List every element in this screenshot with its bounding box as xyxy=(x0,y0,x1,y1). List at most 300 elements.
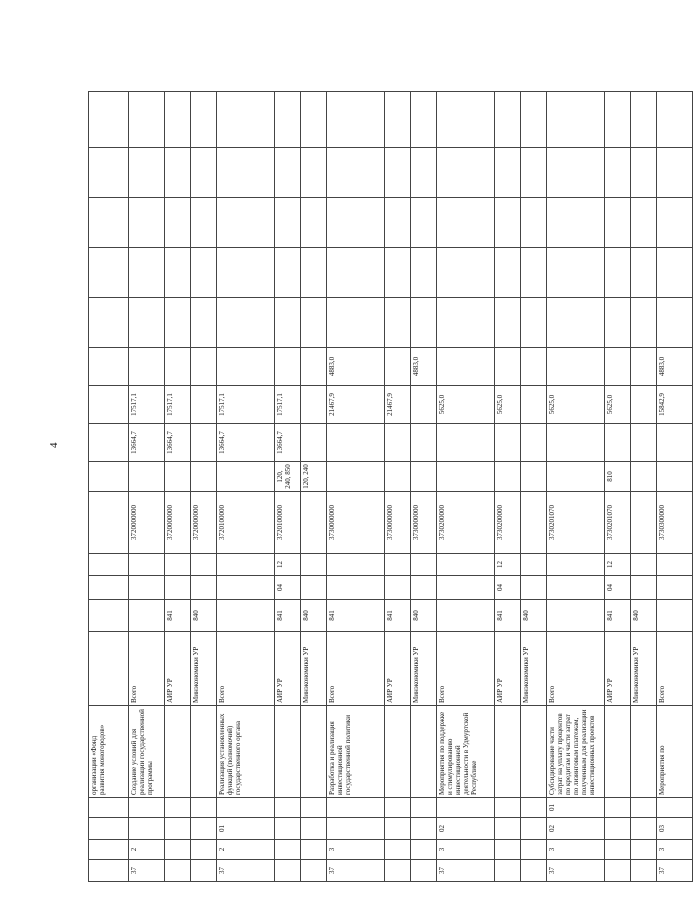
vr-cell xyxy=(631,462,657,492)
empty-cell xyxy=(437,198,495,248)
empty-cell xyxy=(631,92,657,148)
csr-cell: 3730200000 xyxy=(437,492,495,554)
vr-cell xyxy=(217,462,275,492)
csr-cell: 3720100000 xyxy=(275,492,301,554)
table-row xyxy=(495,92,521,882)
empty-cell xyxy=(437,92,495,148)
value-3-cell xyxy=(217,348,275,386)
event-name-cell xyxy=(301,706,327,798)
om-code-cell xyxy=(129,818,165,840)
m-code-cell xyxy=(275,798,301,818)
rz-cell xyxy=(385,576,411,600)
empty-cell xyxy=(129,148,165,198)
event-name-cell xyxy=(631,706,657,798)
empty-cell xyxy=(301,198,327,248)
om-code-cell: 02 xyxy=(437,818,495,840)
rz-cell xyxy=(165,576,191,600)
empty-cell xyxy=(657,198,693,248)
vr-cell xyxy=(521,462,547,492)
vr-cell xyxy=(547,462,605,492)
responsible-cell: АИР УР xyxy=(495,632,521,706)
responsible-cell: Всего xyxy=(437,632,495,706)
value-3-cell xyxy=(631,348,657,386)
pr-cell: 12 xyxy=(495,554,521,576)
csr-cell xyxy=(631,492,657,554)
event-name-cell: Создание условий для реализации государственной программы xyxy=(129,706,165,798)
value-2-cell xyxy=(301,386,327,424)
gp-code-cell xyxy=(605,860,631,882)
empty-cell xyxy=(191,248,217,298)
empty-cell xyxy=(165,198,191,248)
value-1-cell xyxy=(385,424,411,462)
value-2-cell: 5625,0 xyxy=(437,386,495,424)
om-code-cell xyxy=(191,818,217,840)
pr-cell xyxy=(547,554,605,576)
vr-cell xyxy=(327,462,385,492)
value-2-cell: 21467,9 xyxy=(327,386,385,424)
m-code-cell xyxy=(191,798,217,818)
rz-cell xyxy=(217,576,275,600)
empty-cell xyxy=(275,248,301,298)
empty-cell xyxy=(129,248,165,298)
empty-cell xyxy=(547,298,605,348)
rz-cell xyxy=(547,576,605,600)
empty-cell xyxy=(411,148,437,198)
om-code-cell: 01 xyxy=(217,818,275,840)
event-name-cell xyxy=(191,706,217,798)
pp-code-cell xyxy=(301,840,327,860)
m-code-cell xyxy=(521,798,547,818)
vr-cell: 120, 240 xyxy=(301,462,327,492)
pp-code-cell: 3 xyxy=(327,840,385,860)
empty-cell xyxy=(495,198,521,248)
empty-cell xyxy=(657,148,693,198)
empty-cell xyxy=(385,92,411,148)
value-2-cell: 17517,1 xyxy=(275,386,301,424)
om-code-cell xyxy=(631,818,657,840)
table-row xyxy=(437,92,495,882)
event-name-cell xyxy=(495,706,521,798)
om-code-cell xyxy=(521,818,547,840)
grbs-cell: 840 xyxy=(191,600,217,632)
vr-cell xyxy=(385,462,411,492)
table-row xyxy=(327,92,385,882)
empty-cell xyxy=(657,92,693,148)
empty-cell xyxy=(631,248,657,298)
value-1-cell xyxy=(605,424,631,462)
empty-cell xyxy=(301,148,327,198)
pp-code-cell xyxy=(385,840,411,860)
empty-cell xyxy=(327,248,385,298)
value-1-cell xyxy=(631,424,657,462)
grbs-cell xyxy=(129,600,165,632)
gp-code-cell: 37 xyxy=(657,860,693,882)
gp-code-cell: 37 xyxy=(129,860,165,882)
m-code-cell xyxy=(657,798,693,818)
rotated-table-wrapper xyxy=(88,92,666,882)
vr-cell xyxy=(657,462,693,492)
gp-code-cell: 37 xyxy=(327,860,385,882)
empty-cell xyxy=(631,148,657,198)
empty-cell xyxy=(605,92,631,148)
responsible-cell: Минэкономики УР xyxy=(411,632,437,706)
empty-cell xyxy=(165,248,191,298)
empty-cell xyxy=(191,92,217,148)
m-code-cell xyxy=(385,798,411,818)
rz-cell xyxy=(657,576,693,600)
value-3-cell xyxy=(605,348,631,386)
value-2-cell: 17517,1 xyxy=(165,386,191,424)
empty-cell xyxy=(327,198,385,248)
empty-cell xyxy=(165,298,191,348)
empty-cell xyxy=(385,298,411,348)
value-2-cell: 21467,9 xyxy=(385,386,411,424)
csr-cell xyxy=(301,492,327,554)
csr-cell: 3730201070 xyxy=(547,492,605,554)
empty-cell xyxy=(411,198,437,248)
vr-cell xyxy=(437,462,495,492)
responsible-cell: Минэкономики УР xyxy=(521,632,547,706)
value-3-cell: 4883,0 xyxy=(411,348,437,386)
gp-code-cell xyxy=(495,860,521,882)
om-code-cell xyxy=(275,818,301,840)
value-1-cell xyxy=(495,424,521,462)
value-2-cell xyxy=(521,386,547,424)
empty-cell xyxy=(437,248,495,298)
value-2-cell xyxy=(191,386,217,424)
csr-cell: 3730000000 xyxy=(385,492,411,554)
empty-cell xyxy=(547,248,605,298)
responsible-cell: Минэкономики УР xyxy=(191,632,217,706)
rz-cell xyxy=(301,576,327,600)
value-2-cell: 5625,0 xyxy=(605,386,631,424)
gp-code-cell xyxy=(275,860,301,882)
table-row xyxy=(657,92,693,882)
empty-cell xyxy=(547,198,605,248)
empty-cell xyxy=(275,92,301,148)
empty-cell xyxy=(521,298,547,348)
page-number: 4 xyxy=(48,442,60,448)
value-3-cell xyxy=(165,348,191,386)
empty-cell xyxy=(327,298,385,348)
empty-cell xyxy=(275,298,301,348)
gp-code-cell xyxy=(191,860,217,882)
grbs-cell: 841 xyxy=(327,600,385,632)
table-row xyxy=(217,92,275,882)
grbs-cell xyxy=(437,600,495,632)
csr-cell: 3730300000 xyxy=(657,492,693,554)
csr-cell: 3720000000 xyxy=(191,492,217,554)
m-code-cell xyxy=(411,798,437,818)
pp-code-cell xyxy=(495,840,521,860)
csr-cell: 3730000000 xyxy=(411,492,437,554)
rz-cell xyxy=(631,576,657,600)
empty-cell xyxy=(657,298,693,348)
value-2-cell xyxy=(411,386,437,424)
responsible-cell: Всего xyxy=(657,632,693,706)
vr-cell: 120, 240, 850 xyxy=(275,462,301,492)
empty-cell xyxy=(327,92,385,148)
value-1-cell xyxy=(657,424,693,462)
m-code-cell: 01 xyxy=(547,798,605,818)
empty-cell xyxy=(191,298,217,348)
value-1-cell xyxy=(191,424,217,462)
empty-cell xyxy=(165,92,191,148)
table-row xyxy=(605,92,631,882)
pp-code-cell xyxy=(165,840,191,860)
pr-cell xyxy=(411,554,437,576)
responsible-cell: Всего xyxy=(547,632,605,706)
grbs-cell xyxy=(657,600,693,632)
value-1-cell xyxy=(547,424,605,462)
table-row xyxy=(385,92,411,882)
grbs-cell xyxy=(547,600,605,632)
responsible-cell: АИР УР xyxy=(165,632,191,706)
pp-code-cell: 3 xyxy=(657,840,693,860)
table-row xyxy=(275,92,301,882)
pr-cell xyxy=(165,554,191,576)
csr-cell: 3720000000 xyxy=(129,492,165,554)
m-code-cell xyxy=(437,798,495,818)
vr-cell xyxy=(191,462,217,492)
grbs-cell: 841 xyxy=(495,600,521,632)
empty-cell xyxy=(495,298,521,348)
value-3-cell xyxy=(129,348,165,386)
grbs-cell: 840 xyxy=(411,600,437,632)
responsible-cell: АИР УР xyxy=(385,632,411,706)
value-3-cell: 4883,0 xyxy=(327,348,385,386)
pr-cell: 12 xyxy=(605,554,631,576)
value-2-cell: 15842,9 xyxy=(657,386,693,424)
rz-cell: 04 xyxy=(275,576,301,600)
empty-cell xyxy=(129,298,165,348)
pr-cell xyxy=(631,554,657,576)
empty-cell xyxy=(275,148,301,198)
table-row xyxy=(191,92,217,882)
gp-code-cell: 37 xyxy=(547,860,605,882)
event-name-cell xyxy=(275,706,301,798)
value-1-cell xyxy=(301,424,327,462)
empty-cell xyxy=(301,92,327,148)
empty-cell xyxy=(217,92,275,148)
empty-cell xyxy=(495,92,521,148)
value-2-cell xyxy=(631,386,657,424)
event-name-cell xyxy=(385,706,411,798)
gp-code-cell: 37 xyxy=(437,860,495,882)
value-3-cell: 4883,0 xyxy=(657,348,693,386)
pp-code-cell: 2 xyxy=(217,840,275,860)
table-row xyxy=(631,92,657,882)
grbs-cell: 840 xyxy=(521,600,547,632)
value-3-cell xyxy=(275,348,301,386)
rz-cell xyxy=(191,576,217,600)
m-code-cell xyxy=(165,798,191,818)
pr-cell xyxy=(521,554,547,576)
pp-code-cell xyxy=(631,840,657,860)
empty-cell xyxy=(385,198,411,248)
value-3-cell xyxy=(437,348,495,386)
csr-cell xyxy=(521,492,547,554)
m-code-cell xyxy=(217,798,275,818)
pp-code-cell xyxy=(275,840,301,860)
empty-cell xyxy=(217,148,275,198)
empty-cell xyxy=(605,198,631,248)
empty-cell xyxy=(657,248,693,298)
empty-cell xyxy=(165,148,191,198)
empty-cell xyxy=(191,198,217,248)
grbs-cell: 841 xyxy=(605,600,631,632)
pp-code-cell xyxy=(191,840,217,860)
value-2-cell: 5625,0 xyxy=(547,386,605,424)
empty-cell xyxy=(411,248,437,298)
value-2-cell: 17517,1 xyxy=(217,386,275,424)
gp-code-cell xyxy=(165,860,191,882)
om-code-cell xyxy=(301,818,327,840)
pr-cell: 12 xyxy=(275,554,301,576)
pp-code-cell xyxy=(411,840,437,860)
empty-cell xyxy=(631,198,657,248)
grbs-cell xyxy=(217,600,275,632)
empty-cell xyxy=(129,198,165,248)
empty-cell xyxy=(521,148,547,198)
empty-cell xyxy=(129,92,165,148)
pr-cell xyxy=(385,554,411,576)
gp-code-cell xyxy=(521,860,547,882)
responsible-cell: АИР УР xyxy=(605,632,631,706)
value-3-cell xyxy=(547,348,605,386)
value-3-cell xyxy=(191,348,217,386)
m-code-cell xyxy=(327,798,385,818)
om-code-cell xyxy=(385,818,411,840)
pr-cell xyxy=(327,554,385,576)
csr-cell: 3730000000 xyxy=(327,492,385,554)
grbs-cell: 841 xyxy=(165,600,191,632)
vr-cell xyxy=(495,462,521,492)
rz-cell: 04 xyxy=(605,576,631,600)
org-text: организации «Фонд развития моногородов» xyxy=(89,706,129,798)
event-name-cell xyxy=(165,706,191,798)
csr-cell: 3720100000 xyxy=(217,492,275,554)
om-code-cell xyxy=(411,818,437,840)
m-code-cell xyxy=(301,798,327,818)
table-row xyxy=(411,92,437,882)
empty-cell xyxy=(217,198,275,248)
empty-cell xyxy=(605,148,631,198)
om-code-cell xyxy=(605,818,631,840)
vr-cell: 810 xyxy=(605,462,631,492)
value-2-cell: 17517,1 xyxy=(129,386,165,424)
table-row xyxy=(521,92,547,882)
empty-cell xyxy=(521,198,547,248)
empty-cell xyxy=(495,148,521,198)
event-name-cell xyxy=(411,706,437,798)
empty-cell xyxy=(605,298,631,348)
pp-code-cell xyxy=(605,840,631,860)
empty-cell xyxy=(521,92,547,148)
grbs-cell: 840 xyxy=(631,600,657,632)
m-code-cell xyxy=(129,798,165,818)
vr-cell xyxy=(411,462,437,492)
empty-cell xyxy=(495,248,521,298)
empty-cell xyxy=(385,248,411,298)
pr-cell xyxy=(437,554,495,576)
rz-cell xyxy=(327,576,385,600)
om-code-cell xyxy=(165,818,191,840)
rz-cell xyxy=(521,576,547,600)
gp-code-cell xyxy=(385,860,411,882)
gp-code-cell: 37 xyxy=(217,860,275,882)
value-1-cell: 13664,7 xyxy=(217,424,275,462)
event-name-cell: Разработка и реализация инвестиционной государственной политики xyxy=(327,706,385,798)
empty-cell xyxy=(547,148,605,198)
grbs-cell: 841 xyxy=(275,600,301,632)
empty-cell xyxy=(605,248,631,298)
csr-cell: 3730201070 xyxy=(605,492,631,554)
om-code-cell xyxy=(495,818,521,840)
rz-cell: 04 xyxy=(495,576,521,600)
value-1-cell xyxy=(437,424,495,462)
responsible-cell: Минэкономики УР xyxy=(301,632,327,706)
empty-cell xyxy=(437,148,495,198)
value-1-cell: 13664,7 xyxy=(129,424,165,462)
value-1-cell xyxy=(521,424,547,462)
pr-cell xyxy=(217,554,275,576)
empty-cell xyxy=(327,148,385,198)
table-row xyxy=(129,92,165,882)
vr-cell xyxy=(165,462,191,492)
empty-cell xyxy=(217,248,275,298)
event-name-cell xyxy=(521,706,547,798)
pp-code-cell: 3 xyxy=(547,840,605,860)
header-row xyxy=(89,92,129,882)
rz-cell xyxy=(437,576,495,600)
empty-cell xyxy=(275,198,301,248)
empty-cell xyxy=(191,148,217,198)
rz-cell xyxy=(129,576,165,600)
grbs-cell: 840 xyxy=(301,600,327,632)
empty-cell xyxy=(301,298,327,348)
event-name-cell: Реализация установленных функций (полномочий) государственного органа xyxy=(217,706,275,798)
value-3-cell xyxy=(521,348,547,386)
responsible-cell: Всего xyxy=(327,632,385,706)
csr-cell: 3730200000 xyxy=(495,492,521,554)
empty-cell xyxy=(411,298,437,348)
pp-code-cell xyxy=(521,840,547,860)
responsible-cell: Минэкономики УР xyxy=(631,632,657,706)
responsible-cell: Всего xyxy=(217,632,275,706)
value-3-cell xyxy=(385,348,411,386)
empty-cell xyxy=(301,248,327,298)
empty-cell xyxy=(217,298,275,348)
value-1-cell: 13664,7 xyxy=(275,424,301,462)
m-code-cell xyxy=(631,798,657,818)
om-code-cell xyxy=(327,818,385,840)
pp-code-cell: 2 xyxy=(129,840,165,860)
m-code-cell xyxy=(495,798,521,818)
om-code-cell: 02 xyxy=(547,818,605,840)
table-row xyxy=(547,92,605,882)
gp-code-cell xyxy=(411,860,437,882)
empty-cell xyxy=(385,148,411,198)
table-row xyxy=(301,92,327,882)
m-code-cell xyxy=(605,798,631,818)
responsible-cell: АИР УР xyxy=(275,632,301,706)
value-1-cell xyxy=(327,424,385,462)
event-name-cell: Субсидирование части затрат на уплату процентов по кредитам и части затрат по лизинговым платежам, полученным для реализации инвестиционных проектов xyxy=(547,706,605,798)
value-3-cell xyxy=(495,348,521,386)
csr-cell: 3720000000 xyxy=(165,492,191,554)
pr-cell xyxy=(657,554,693,576)
